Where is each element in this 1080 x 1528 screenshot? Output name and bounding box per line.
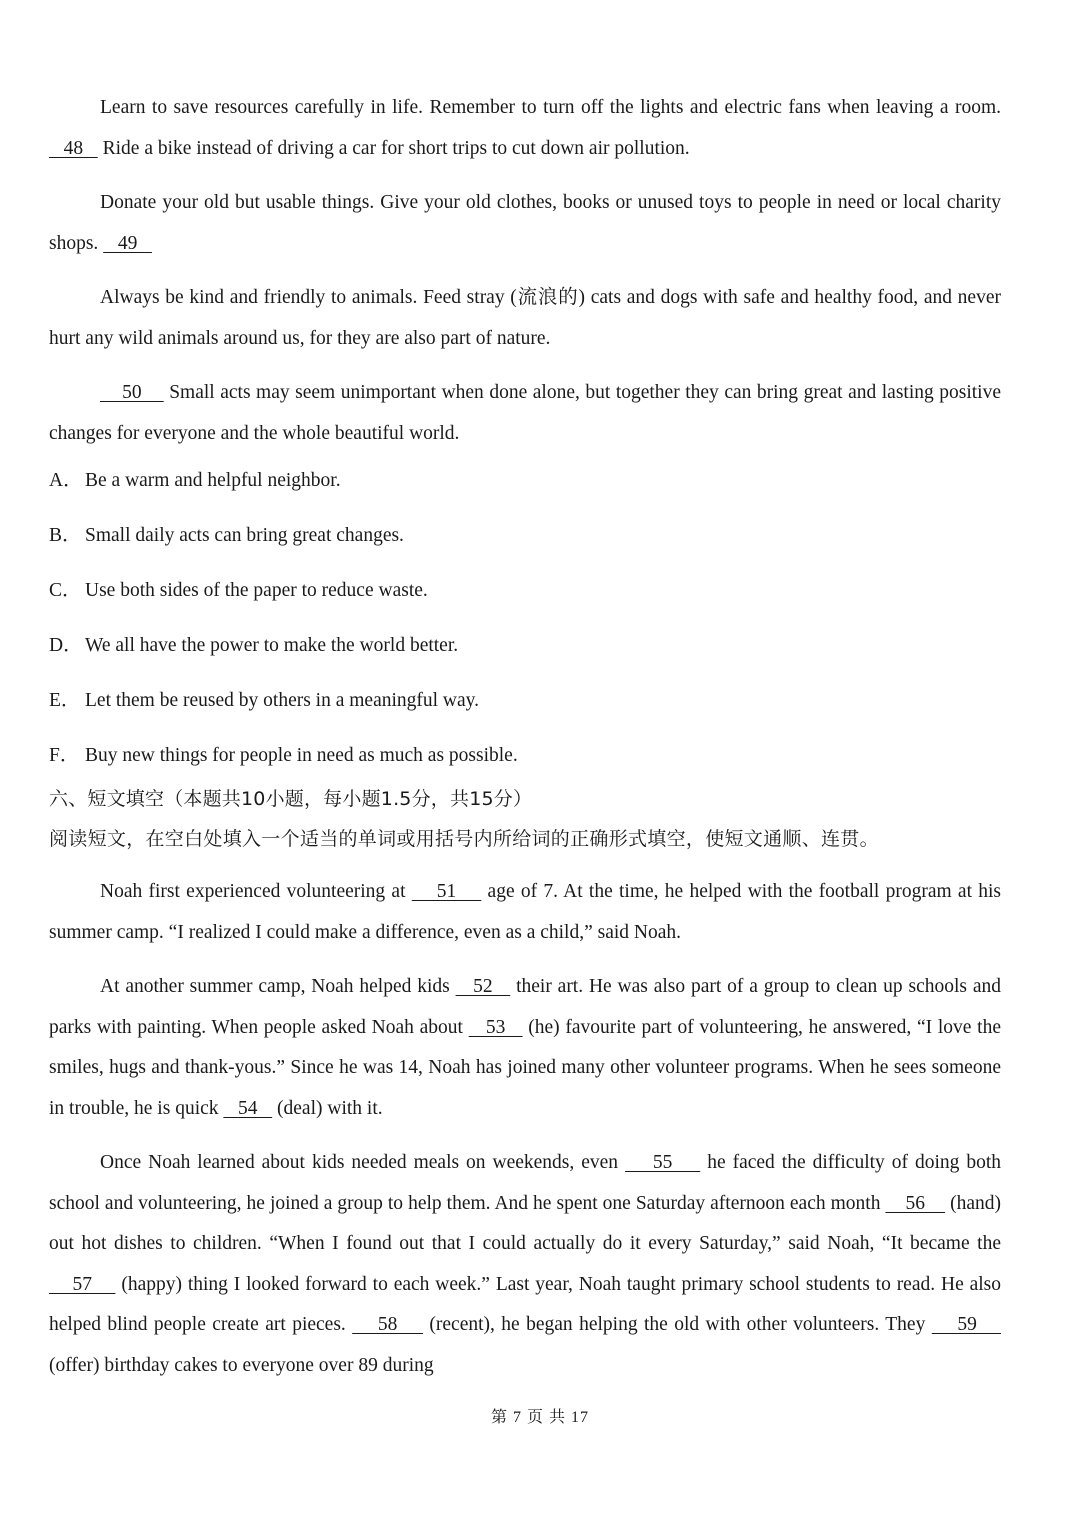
paragraph-48 <box>49 88 1001 169</box>
paragraph-text: age of 7. At the time, he helped with the football program at his summer camp. “I realized I could make a difference, even as a child,” said Noah. <box>49 881 1002 943</box>
option-text: Use both sides of the paper to reduce waste. <box>85 580 428 601</box>
blank-59: 59 <box>931 1314 1001 1335</box>
option-letter: C． <box>49 580 82 601</box>
paragraph-text: Ride a bike instead of driving a car for short trips to cut down air pollution. <box>97 137 690 159</box>
paragraph-text: Learn to save resources carefully in life. Remember to turn off the lights and electric fans when leaving a room. <box>100 97 1001 118</box>
paragraph-text: Donate your old but usable things. Give your old clothes, books or unused toys to people in need or local charity shops. <box>49 192 1001 254</box>
page-content <box>49 88 1001 1400</box>
blank-55: 55 <box>625 1152 701 1173</box>
blank-51: 51 <box>411 881 482 902</box>
section-instructions: 阅读短文，在空白处填入一个适当的单词或用括号内所给词的正确形式填空，使短文通顺、连贯。 <box>49 828 879 850</box>
paragraph-50 <box>49 373 1001 454</box>
option-f <box>49 743 1001 769</box>
paragraph-text: Noah first experienced volunteering at <box>100 881 412 902</box>
blank-57: 57 <box>49 1273 116 1295</box>
option-text: Be a warm and helpful neighbor. <box>85 470 341 491</box>
blank-52: 52 <box>455 976 511 997</box>
option-text: We all have the power to make the world better. <box>85 635 459 656</box>
blank-54: 54 <box>223 1097 273 1119</box>
paragraph-text: (happy) thing I looked forward to each week.” Last year, Noah taught primary school students to read. He also helped blind people create art pieces. <box>49 1273 1002 1335</box>
option-letter: E． <box>49 690 81 711</box>
paragraph-animals <box>49 278 1001 359</box>
paragraph-text: Small acts may seem unimportant when done alone, but together they can bring great and lasting positive changes for everyone and the whole beautiful world. <box>49 382 1002 444</box>
paragraph-text: he faced the difficulty of doing both school and volunteering, he joined a group to help them. And he spent one Saturday afternoon each month <box>49 1152 1002 1214</box>
option-letter: A． <box>49 470 83 491</box>
blank-56: 56 <box>885 1192 946 1214</box>
blank-49: 49 <box>103 232 152 254</box>
paragraph-text: Always be kind and friendly to animals. Feed stray (流浪的) cats and dogs with safe and healthy food, and never hurt any wild animals around us, for they are also part of nature. <box>49 287 1001 349</box>
blank-58: 58 <box>352 1314 423 1335</box>
option-text: Buy new things for people in need as much as possible. <box>85 745 518 766</box>
paragraph-text: (he) favourite part of volunteering, he answered, “I love the smiles, hugs and thank-yous.” Since he was 14, Noah has joined many other volunteer programs. When he sees someone in trouble, he is quick <box>49 1016 1001 1119</box>
option-c <box>49 578 1001 604</box>
option-d <box>49 633 1001 659</box>
paragraph-text: (hand) out hot dishes to children. “When I found out that I could actually do it every Saturday,” said Noah, “It became the <box>49 1192 1002 1254</box>
paragraph-51 <box>49 872 1001 953</box>
option-a <box>49 468 1001 494</box>
option-text: Let them be reused by others in a meaningful way. <box>85 690 480 711</box>
paragraph-text: their art. He was also part of a group to clean up schools and parks with painting. When people asked Noah about <box>49 976 1001 1038</box>
paragraph-49 <box>49 183 1001 264</box>
paragraph-52-54 <box>49 967 1001 1129</box>
blank-48: 48 <box>49 137 98 159</box>
paragraph-text: Once Noah learned about kids needed meals on weekends, even <box>100 1152 626 1173</box>
blank-53: 53 <box>468 1016 523 1038</box>
option-letter: B． <box>49 525 82 546</box>
page-number: 第 7 页 共 17 <box>490 1409 589 1426</box>
paragraph-55-59 <box>49 1143 1001 1386</box>
paragraph-text: (deal) with it. <box>272 1097 383 1119</box>
paragraph-text: (offer) birthday cakes to everyone over 89 during <box>49 1354 434 1376</box>
paragraph-text: (recent), he began helping the old with other volunteers. They <box>422 1314 932 1335</box>
option-letter: F． <box>49 745 80 766</box>
section-title: 六、短文填空（本题共10小题，每小题1.5分，共15分） <box>49 788 533 810</box>
option-letter: D． <box>49 635 83 656</box>
option-text: Small daily acts can bring great changes. <box>85 525 404 546</box>
paragraph-text: At another summer camp, Noah helped kids <box>100 976 456 997</box>
option-b <box>49 523 1001 549</box>
option-e <box>49 688 1001 714</box>
blank-50: 50 <box>100 382 164 403</box>
answer-options <box>49 468 1001 769</box>
